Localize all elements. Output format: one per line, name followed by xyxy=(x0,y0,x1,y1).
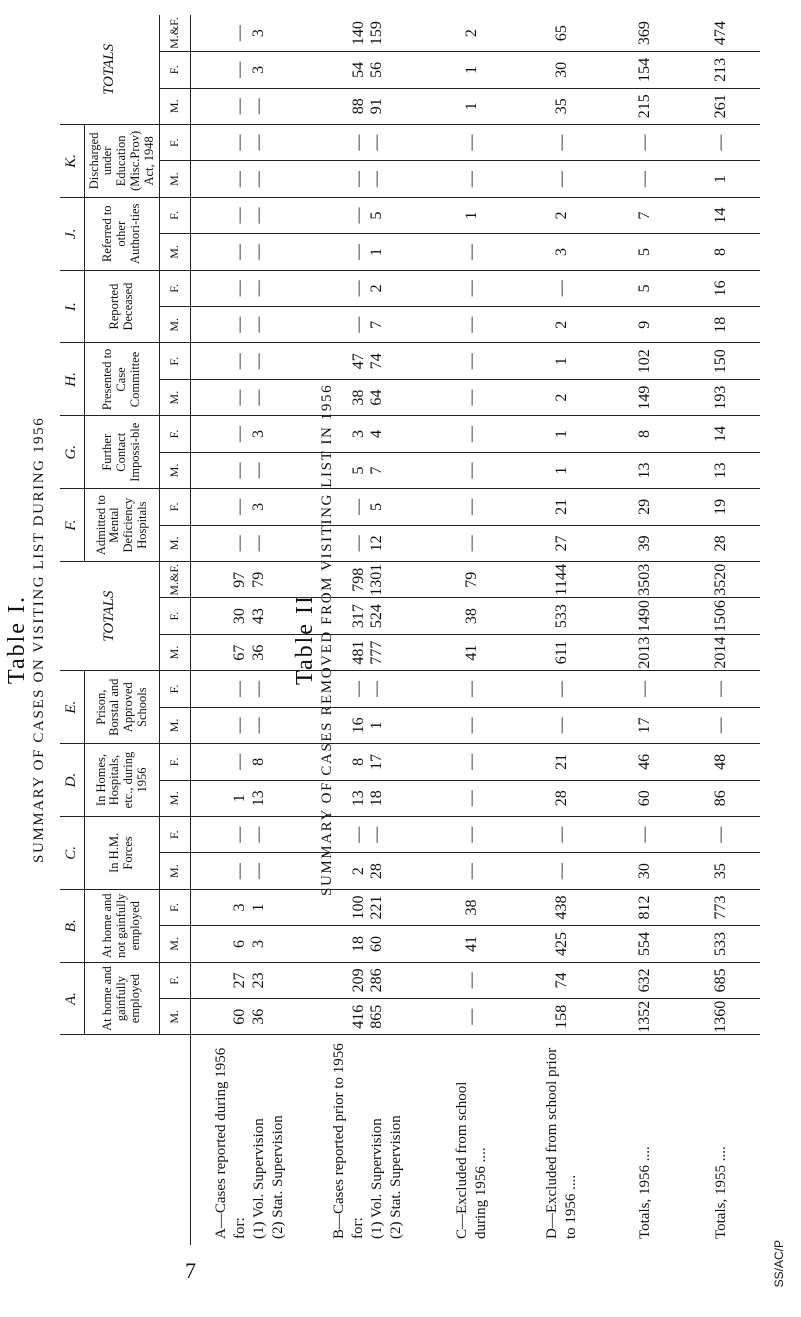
table-cell: 611 xyxy=(517,634,607,670)
table-cell: — — xyxy=(191,161,309,197)
table-cell: 60 36 xyxy=(191,999,309,1035)
table-one-title xyxy=(4,40,48,1240)
table-cell: 1360 xyxy=(683,999,760,1035)
table-cell: 21 xyxy=(517,744,607,780)
table-cell: 3503 xyxy=(607,562,684,598)
table-cell: — — xyxy=(191,197,309,233)
group-title: Presented to Case Committee xyxy=(85,343,160,416)
table-cell: 1506 xyxy=(683,598,760,634)
table-cell: — xyxy=(517,161,607,197)
corner-cell xyxy=(60,1035,191,1245)
table-cell: 65 xyxy=(517,15,607,52)
table-cell: 9 xyxy=(607,307,684,343)
table-cell: 215 xyxy=(607,88,684,124)
table-cell: — xyxy=(427,744,517,780)
table-cell: — xyxy=(427,452,517,488)
table-cell: 154 xyxy=(607,52,684,88)
table-cell: 27 23 xyxy=(191,962,309,998)
table-cell: 261 xyxy=(683,88,760,124)
table-cell: — xyxy=(517,270,607,306)
table-cell: 1 xyxy=(517,416,607,452)
table-cell: — xyxy=(517,707,607,743)
group-title: Admitted to Mental Deficiency Hospitals xyxy=(85,489,160,562)
group-letter: K. xyxy=(60,124,85,197)
table-cell: — xyxy=(607,161,684,197)
table-cell: 8 17 xyxy=(309,744,427,780)
footer-code: SS/AC/P xyxy=(772,1240,786,1288)
table-cell: 88 91 xyxy=(309,88,427,124)
subhead-f: F. xyxy=(160,343,191,379)
table-cell: — — xyxy=(191,343,309,379)
table-row xyxy=(683,15,760,1245)
table-cell: 773 xyxy=(683,889,760,925)
table-cell: 41 xyxy=(427,926,517,962)
subhead-mf: M.&F. xyxy=(160,562,191,598)
table-row xyxy=(191,15,309,1245)
table-cell: 416 865 xyxy=(309,999,427,1035)
table-cell: — xyxy=(427,999,517,1035)
subhead-f: F. xyxy=(160,270,191,306)
table-cell: 632 xyxy=(607,962,684,998)
table-cell: 8 xyxy=(683,234,760,270)
table-cell: — — xyxy=(191,707,309,743)
header-row-letters xyxy=(60,15,85,1245)
table-cell: 74 xyxy=(517,962,607,998)
table-cell: 48 xyxy=(683,744,760,780)
table-cell: — — xyxy=(191,452,309,488)
table-cell: — xyxy=(427,707,517,743)
table-cell: — xyxy=(517,853,607,889)
table-cell: 140 159 xyxy=(309,15,427,52)
table-cell: — — xyxy=(191,816,309,852)
subhead-m: M. xyxy=(160,780,191,816)
table-cell: 1352 xyxy=(607,999,684,1035)
table-cell: — xyxy=(427,161,517,197)
table-cell: 1 xyxy=(517,343,607,379)
table-cell: 2 xyxy=(517,197,607,233)
table-cell: 6 3 xyxy=(191,926,309,962)
table-cell: — xyxy=(517,816,607,852)
group-letter: A. xyxy=(60,962,85,1035)
table-one-label: Table I. xyxy=(4,595,30,685)
table-cell: 213 xyxy=(683,52,760,88)
table-cell: 35 xyxy=(683,853,760,889)
group-title: At home and gainfully employed xyxy=(85,962,160,1035)
table-cell: 7 xyxy=(607,197,684,233)
table-cell: — 3 xyxy=(191,52,309,88)
table-cell: — xyxy=(683,707,760,743)
row-label: Totals, 1956 .... xyxy=(636,1146,653,1239)
group-title: In H.M. Forces xyxy=(85,816,160,889)
table-row xyxy=(517,15,607,1245)
subhead-m: M. xyxy=(160,307,191,343)
table-cell: 1 xyxy=(427,88,517,124)
table-cell: 97 79 xyxy=(191,562,309,598)
row-label: A—Cases reported during 1956 for: (1) Vol. Supervision (2) Stat. Supervision xyxy=(213,1047,286,1239)
table-cell: 3520 xyxy=(683,562,760,598)
table-cell: 13 xyxy=(607,452,684,488)
table-cell: 5 xyxy=(607,234,684,270)
subhead-f: F. xyxy=(160,124,191,160)
table-cell: 1490 xyxy=(607,598,684,634)
rotated-table-container xyxy=(60,15,760,1245)
table-cell: — xyxy=(427,124,517,160)
subhead-m: M. xyxy=(160,634,191,670)
table-cell: — 5 xyxy=(309,489,427,525)
subhead-m: M. xyxy=(160,999,191,1035)
table-cell: — — xyxy=(191,270,309,306)
group-letter: F. xyxy=(60,489,85,562)
subhead-m: M. xyxy=(160,525,191,561)
subhead-mf: M.&F. xyxy=(160,15,191,52)
table-cell: 481 777 xyxy=(309,634,427,670)
table-cell: 16 1 xyxy=(309,707,427,743)
table-cell: 685 xyxy=(683,962,760,998)
subhead-f: F. xyxy=(160,489,191,525)
subhead-f: F. xyxy=(160,744,191,780)
table-cell: — — xyxy=(191,525,309,561)
table-cell: 1144 xyxy=(517,562,607,598)
table-cell: — xyxy=(427,816,517,852)
table-cell: 2014 xyxy=(683,634,760,670)
table-cell: 38 xyxy=(427,598,517,634)
table-cell: — 7 xyxy=(309,307,427,343)
table-cell: — — xyxy=(191,307,309,343)
table-cell: 18 xyxy=(683,307,760,343)
group-title: In Homes, Hospitals, etc., during 1956 xyxy=(85,744,160,817)
table-cell: 67 36 xyxy=(191,634,309,670)
table-cell: 46 xyxy=(607,744,684,780)
group-letter: J. xyxy=(60,197,85,270)
group-header-totals: TOTALS xyxy=(60,15,160,124)
table-cell: — xyxy=(427,270,517,306)
group-letter: G. xyxy=(60,416,85,489)
table-cell: 1 13 xyxy=(191,780,309,816)
table-cell: — — xyxy=(309,671,427,707)
table-cell: — xyxy=(517,671,607,707)
table-cell: — — xyxy=(191,234,309,270)
group-letter: B. xyxy=(60,889,85,962)
row-label: C—Excluded from school during 1956 .... xyxy=(454,1081,489,1239)
table-cell: — — xyxy=(309,161,427,197)
group-title: Referred to other Authori-ties xyxy=(85,197,160,270)
table-cell: 27 xyxy=(517,525,607,561)
table-cell: — xyxy=(427,416,517,452)
group-title: Reported Deceased xyxy=(85,270,160,343)
subhead-m: M. xyxy=(160,926,191,962)
table-cell: 158 xyxy=(517,999,607,1035)
table-cell: — — xyxy=(191,671,309,707)
table-cell: 41 xyxy=(427,634,517,670)
table-cell: 30 43 xyxy=(191,598,309,634)
table-cell: 1 xyxy=(427,197,517,233)
subhead-m: M. xyxy=(160,452,191,488)
table-cell: 60 xyxy=(607,780,684,816)
group-title: Discharged under Education (Misc.Prov) Act, 1948 xyxy=(85,124,160,197)
table-cell: — — xyxy=(191,124,309,160)
table-cell: 1 xyxy=(517,452,607,488)
table-cell: — — xyxy=(191,379,309,415)
table-row xyxy=(427,15,517,1245)
table-cell: — 1 xyxy=(309,234,427,270)
table-cell: — xyxy=(607,816,684,852)
group-letter: C. xyxy=(60,816,85,889)
table-cell: 30 xyxy=(517,52,607,88)
table-cell: — xyxy=(683,124,760,160)
row-label: Totals, 1955 .... xyxy=(713,1146,730,1239)
group-letter: E. xyxy=(60,671,85,744)
table-cell: — xyxy=(427,671,517,707)
group-title: Prison, Borstal and Approved Schools xyxy=(85,671,160,744)
table-cell: 19 xyxy=(683,489,760,525)
table-cell: 14 xyxy=(683,197,760,233)
table-cell: 2 xyxy=(517,379,607,415)
table-cell: 369 xyxy=(607,15,684,52)
table-cell: 38 64 xyxy=(309,379,427,415)
group-letter: I. xyxy=(60,270,85,343)
table-cell: 14 xyxy=(683,416,760,452)
table-cell: — xyxy=(683,671,760,707)
table-cell: 21 xyxy=(517,489,607,525)
subhead-m: M. xyxy=(160,88,191,124)
row-label: D—Excluded from school prior to 1956 .... xyxy=(543,1047,579,1239)
table-two-label: Table II xyxy=(292,594,318,686)
table-one-caption: SUMMARY OF CASES ON VISITING LIST DURING 1956 xyxy=(31,416,47,864)
table-cell: 13 xyxy=(683,452,760,488)
table-cell: 209 286 xyxy=(309,962,427,998)
table-cell: — xyxy=(607,671,684,707)
table-cell: 812 xyxy=(607,889,684,925)
table-cell: 1 xyxy=(427,52,517,88)
table-cell: 474 xyxy=(683,15,760,52)
table-cell: 3 xyxy=(517,234,607,270)
group-title: Further Contact Impossi-ble xyxy=(85,416,160,489)
table-cell: 533 xyxy=(683,926,760,962)
table-row xyxy=(607,15,684,1245)
table-cell: 30 xyxy=(607,853,684,889)
table-cell: — xyxy=(427,780,517,816)
table-cell: — xyxy=(517,124,607,160)
subhead-f: F. xyxy=(160,197,191,233)
subhead-f: F. xyxy=(160,416,191,452)
table-row xyxy=(309,15,427,1245)
table-cell: — xyxy=(427,343,517,379)
subhead-m: M. xyxy=(160,853,191,889)
subhead-f: F. xyxy=(160,52,191,88)
subhead-m: M. xyxy=(160,379,191,415)
subhead-f: F. xyxy=(160,816,191,852)
table-cell: — 2 xyxy=(309,270,427,306)
group-title: At home and not gainfully employed xyxy=(85,889,160,962)
table-cell: — xyxy=(427,525,517,561)
table-cell: 102 xyxy=(607,343,684,379)
table-cell: 8 xyxy=(607,416,684,452)
table-cell: — xyxy=(427,234,517,270)
table-cell: 425 xyxy=(517,926,607,962)
table-cell: 35 xyxy=(517,88,607,124)
table-cell: 17 xyxy=(607,707,684,743)
table-cell: 47 74 xyxy=(309,343,427,379)
table-cell: 438 xyxy=(517,889,607,925)
table-cell: 100 221 xyxy=(309,889,427,925)
table-cell: 16 xyxy=(683,270,760,306)
table-cell: 3 4 xyxy=(309,416,427,452)
table-cell: — xyxy=(683,816,760,852)
table-cell: 2013 xyxy=(607,634,684,670)
table-cell: 193 xyxy=(683,379,760,415)
table-cell: — 12 xyxy=(309,525,427,561)
table-cell: — 5 xyxy=(309,197,427,233)
table-cell: 29 xyxy=(607,489,684,525)
group-letter: H. xyxy=(60,343,85,416)
table-cell: 2 xyxy=(427,15,517,52)
table-cell: 2 xyxy=(517,307,607,343)
table-cell: 1 xyxy=(683,161,760,197)
table-cell: — xyxy=(427,489,517,525)
group-letter: D. xyxy=(60,744,85,817)
table-cell: — — xyxy=(309,124,427,160)
table-cell: 554 xyxy=(607,926,684,962)
page-number: 7 xyxy=(185,1258,196,1283)
table-cell: — xyxy=(427,379,517,415)
table-cell: 39 xyxy=(607,525,684,561)
table-cell: — xyxy=(427,307,517,343)
table-cell: 2 28 xyxy=(309,853,427,889)
table-two-caption: SUMMARY OF CASES REMOVED FROM VISITING LIST IN 1956 xyxy=(319,383,335,897)
table-cell: — xyxy=(427,853,517,889)
table-body xyxy=(191,15,761,1245)
table-cell: 13 18 xyxy=(309,780,427,816)
table-cell: 18 60 xyxy=(309,926,427,962)
table-cell: — xyxy=(427,962,517,998)
table-cell: — 3 xyxy=(191,489,309,525)
row-label: B—Cases reported prior to 1956 for: (1) Vol. Supervision (2) Stat. Supervision xyxy=(331,1043,404,1239)
table-cell: 54 56 xyxy=(309,52,427,88)
subhead-f: F. xyxy=(160,962,191,998)
table-cell: — 8 xyxy=(191,744,309,780)
subhead-m: M. xyxy=(160,234,191,270)
table-cell: 149 xyxy=(607,379,684,415)
table-cell: 150 xyxy=(683,343,760,379)
table-cell: — — xyxy=(191,88,309,124)
subhead-f: F. xyxy=(160,598,191,634)
table-cell: — — xyxy=(191,853,309,889)
table-cell: 86 xyxy=(683,780,760,816)
table-cell: 79 xyxy=(427,562,517,598)
subhead-f: F. xyxy=(160,889,191,925)
group-header-totals: TOTALS xyxy=(60,562,160,671)
table-cell: 28 xyxy=(517,780,607,816)
subhead-m: M. xyxy=(160,161,191,197)
table-cell: 533 xyxy=(517,598,607,634)
table-cell: 317 524 xyxy=(309,598,427,634)
table-cell: 38 xyxy=(427,889,517,925)
table-cell: — — xyxy=(309,816,427,852)
subhead-f: F. xyxy=(160,671,191,707)
table-cell: 5 7 xyxy=(309,452,427,488)
table-cell: 798 1301 xyxy=(309,562,427,598)
table-cell: 5 xyxy=(607,270,684,306)
table-cell: — 3 xyxy=(191,15,309,52)
subhead-m: M. xyxy=(160,707,191,743)
summary-table xyxy=(60,15,760,1245)
table-cell: — 3 xyxy=(191,416,309,452)
table-cell: — xyxy=(607,124,684,160)
table-cell: 28 xyxy=(683,525,760,561)
table-cell: 3 1 xyxy=(191,889,309,925)
